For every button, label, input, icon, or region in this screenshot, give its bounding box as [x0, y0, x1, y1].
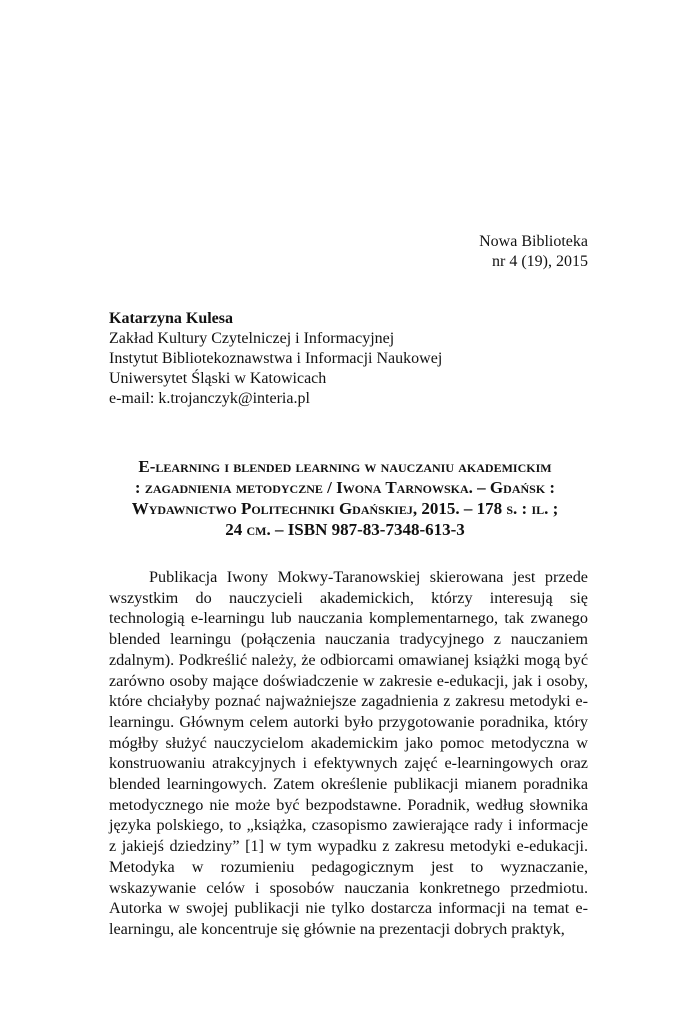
body-paragraph: Publikacja Iwony Mokwy-Taranowskiej skierowana jest przede wszystkim do nauczycieli akademickich, którzy interesują się technologią e-learningu lub nauczania komplementarnego, tak zwanego blended learningu (połączenia nauczania tradycyjnego z nauczaniem zdalnym). Podkreślić należy, że odbiorcami omawianej książki mogą być zarówno osoby mające doświadczenie w zakresie e-edukacji, jak i osoby, które chciałyby poznać najważniejsze zagadnienia z zakresu metodyki e-learningu. Głównym celem autorki było przygotowanie poradnika, który mógłby służyć nauczycielom akademickim jako pomoc metodyczna w konstruowaniu atrakcyjnych i efektywnych zajęć e-learningowych oraz blended learningowych. Zatem określenie publikacji mianem poradnika metodycznego nie może być bezpodstawne. Poradnik, według słownika języka polskiego, to „książka, czasopismo zawierające rady i informacje z jakiejś dziedziny” [1] w tym wypadku z zakresu metodyki e-edukacji. Metodyka w rozumieniu pedagogicznym jest to wyznaczanie, wskazywanie celów i sposobów nauczania konkretnego przedmiotu. Autorka w swojej publikacji nie tylko dostarcza informacji na temat e-learningu, ale koncentruje się głównie na prezentacji dobrych praktyk, [109, 568, 588, 938]
title-line-1: E-learning i blended learning w nauczaniu akademickim [138, 457, 552, 476]
author-affiliation-institute: Instytut Bibliotekoznawstwa i Informacji Naukowej [109, 350, 443, 367]
title-line-4: 24 cm. – ISBN 987-83-7348-613-3 [225, 520, 465, 539]
author-email: e-mail: k.trojanczyk@interia.pl [109, 390, 310, 407]
title-line-2: : zagadnienia metodyczne / Iwona Tarnowska. – Gdańsk : [134, 478, 556, 497]
journal-header [479, 232, 588, 272]
body-text [109, 567, 588, 940]
title-line-3: Wydawnictwo Politechniki Gdańskiej, 2015. – 178 s. : il. ; [131, 499, 559, 518]
author-affiliation-university: Uniwersytet Śląski w Katowicach [109, 370, 327, 387]
journal-name: Nowa Biblioteka [479, 233, 588, 250]
author-name: Katarzyna Kulesa [109, 310, 233, 327]
review-title [100, 456, 590, 540]
journal-issue: nr 4 (19), 2015 [492, 253, 588, 270]
author-block [109, 309, 442, 409]
author-affiliation-department: Zakład Kultury Czytelniczej i Informacyjnej [109, 330, 395, 347]
